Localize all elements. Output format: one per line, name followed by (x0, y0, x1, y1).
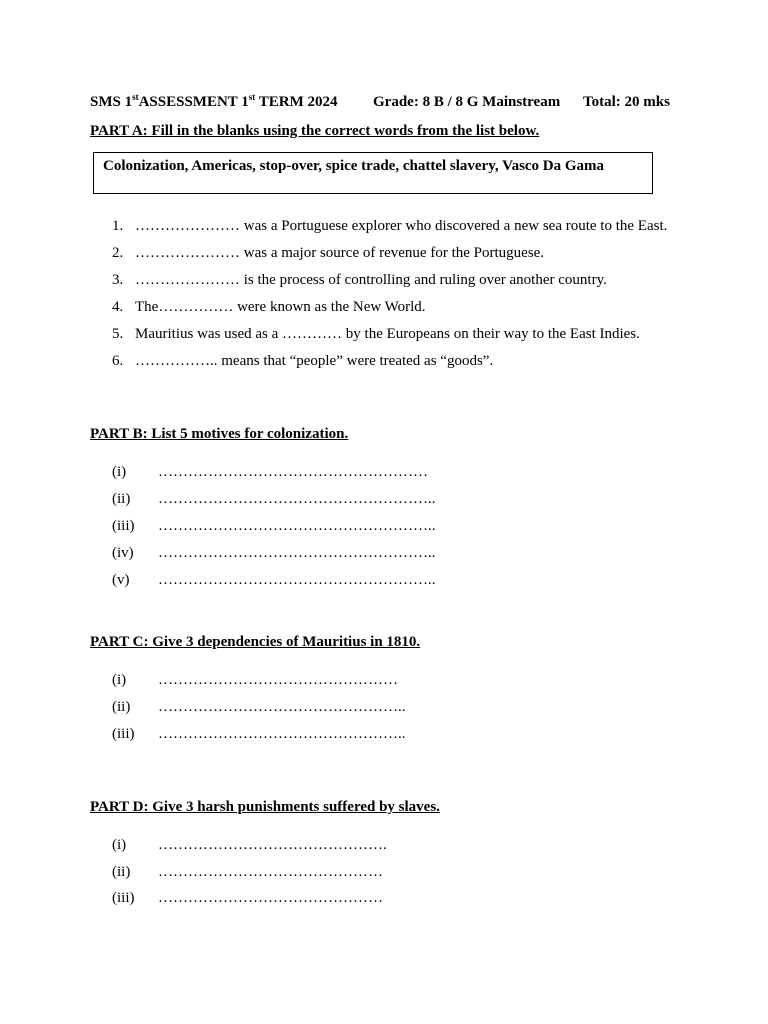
question-number: 5. (112, 326, 124, 342)
answer-blank: ………………………………………. (158, 837, 387, 853)
question-text: ………………… was a Portuguese explorer who discovered a new sea route to the East. (135, 218, 668, 234)
answer-blank: ……………………………………… (158, 864, 383, 880)
answer-blank: ………………………………………… (158, 672, 398, 688)
header-line (90, 94, 338, 111)
part-c-title: PART C: Give 3 dependencies of Mauritius in 1810. (90, 634, 421, 650)
answer-number: (i) (112, 672, 127, 688)
term-superscript: st (248, 92, 256, 102)
part-b-title: PART B: List 5 motives for colonization. (90, 426, 349, 442)
total-marks: Total: 20 mks (583, 94, 670, 110)
question-number: 4. (112, 299, 124, 315)
question-number: 1. (112, 218, 124, 234)
grade-label: Grade: 8 B / 8 G Mainstream (373, 94, 561, 110)
answer-blank: ……………………………………………… (158, 464, 428, 480)
word-list: Colonization, Americas, stop-over, spice trade, chattel slavery, Vasco Da Gama (103, 158, 605, 174)
answer-number: (iv) (112, 545, 134, 561)
answer-number: (v) (112, 572, 130, 588)
answer-blank: ……………………………………………….. (158, 572, 436, 588)
term-label: TERM 2024 (255, 94, 338, 110)
answer-blank: ……………………………………………….. (158, 545, 436, 561)
answer-number: (iii) (112, 890, 135, 906)
question-number: 6. (112, 353, 124, 369)
question-text: Mauritius was used as a ………… by the Europeans on their way to the East Indies. (135, 326, 640, 342)
school-name: SMS 1 (90, 94, 133, 110)
answer-number: (iii) (112, 518, 135, 534)
question-number: 2. (112, 245, 124, 261)
answer-number: (iii) (112, 726, 135, 742)
answer-number: (i) (112, 837, 127, 853)
word-list-box (93, 152, 653, 194)
answer-number: (i) (112, 464, 127, 480)
part-a-title: PART A: Fill in the blanks using the correct words from the list below. (90, 123, 540, 139)
question-text: ………………… was a major source of revenue for the Portuguese. (135, 245, 545, 261)
question-text: …………….. means that “people” were treated as “goods”. (135, 353, 494, 369)
answer-blank: ……………………………………………….. (158, 518, 436, 534)
question-text: The…………… were known as the New World. (135, 299, 426, 315)
answer-number: (ii) (112, 699, 131, 715)
question-text: ………………… is the process of controlling and ruling over another country. (135, 272, 607, 288)
answer-blank: ……………………………………… (158, 890, 383, 906)
question-number: 3. (112, 272, 124, 288)
answer-number: (ii) (112, 491, 131, 507)
assessment-label: ASSESSMENT 1 (138, 94, 249, 110)
answer-number: (ii) (112, 864, 131, 880)
answer-blank: ………………………………………….. (158, 699, 406, 715)
school-superscript: st (132, 92, 139, 102)
part-d-title: PART D: Give 3 harsh punishments suffered by slaves. (90, 799, 440, 815)
answer-blank: ……………………………………………….. (158, 491, 436, 507)
answer-blank: ………………………………………….. (158, 726, 406, 742)
